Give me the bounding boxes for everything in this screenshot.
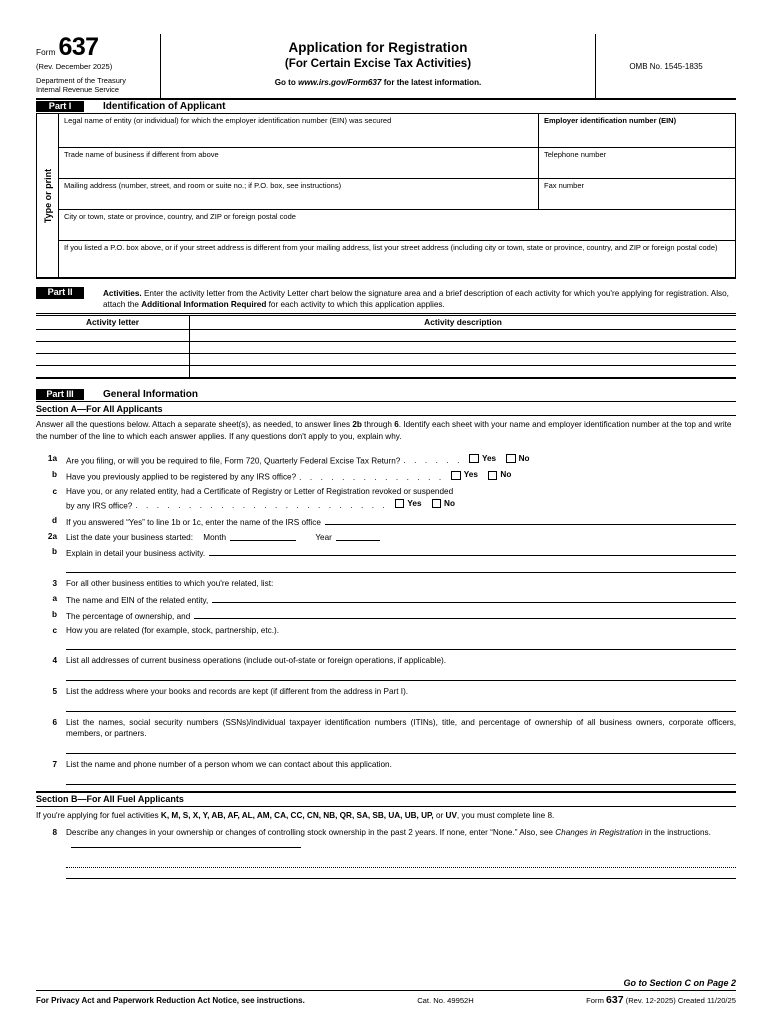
question-1c [36,486,736,512]
table-row [59,179,735,210]
question-text-line2 [66,498,736,512]
question-number: c [52,625,57,635]
question-number: 4 [52,656,57,666]
question-text: If you answered “Yes” to line 1b or 1c, enter the name of the IRS office [66,517,321,527]
question-row [66,546,736,560]
table-row[interactable] [36,330,736,342]
yes-option [469,453,496,465]
privacy-act-notice: For Privacy Act and Paperwork Reduction Act Notice, see instructions. [36,996,305,1005]
activity-letter-cell[interactable] [36,342,190,353]
dot-leader: . . . . . . . . . . . . . . . . . . . . . . . . [135,501,388,511]
question-2a [36,531,736,544]
no-label: No [518,453,530,463]
question-number: b [51,546,57,556]
question-row [66,531,736,544]
activity-table [36,315,736,379]
table-row [59,241,735,277]
city-state-zip-field[interactable]: City or town, state or province, country, and ZIP or foreign postal code [64,212,296,221]
section-a-instructions [36,416,736,443]
activities-strong: Activities. [103,288,142,298]
part-1-banner [36,100,736,114]
secb-text-2: or [433,810,446,820]
question-row [66,593,736,607]
type-or-print-label: Type or print [42,168,53,223]
footer-form-identifier [586,994,736,1006]
question-text: List the name and phone number of a person whom we can contact about this application. [66,760,392,770]
checkbox-no[interactable] [506,454,516,464]
question-text: Are you filing, or will you be required to file, Form 720, Quarterly Federal Excise Tax Return? [66,456,401,466]
answer-rule[interactable] [66,711,736,712]
part-2-text-1: Enter the activity letter from the Activity Letter chart below the signature area and a brief description of each activity for which you're applying for registration. Also, attach the [103,288,729,310]
intro-line-2b: 2b [352,420,362,430]
intro-text-3: . Identify each sheet with your name and employer identification number at the top and write the number of the line to which each answer applies. If any questions don't apply to you, explain why. [36,420,732,441]
column-header-activity-description: Activity description [424,317,502,328]
question-1a [36,453,736,467]
section-b-heading: Section B—For All Fuel Applicants [36,791,736,807]
table-row [59,114,735,148]
page-title: Application for Registration [288,40,468,55]
question-text: For all other business entities to which you're related, list: [66,579,274,589]
table-row [59,210,735,241]
intro-text-1: Answer all the questions below. Attach a separate sheet(s), as needed, to answer lines [36,420,353,430]
no-label: No [500,470,512,480]
fuel-activity-letters-last: UV [445,810,457,820]
no-option [506,453,529,465]
question-text-cont: in the instructions. [642,827,711,837]
secb-text-1: If you're applying for fuel activities [36,810,161,820]
question-text-cont: by any IRS office? [66,501,133,511]
question-number: 7 [52,760,57,770]
street-address-field[interactable]: If you listed a P.O. box above, or if your street address is different from your mailing address, list your street address (including city or town, state or province, country, and ZIP or foreign postal code) [64,243,718,252]
footer-revision: (Rev. 12-2025) Created 11/20/25 [625,996,736,1005]
question-row [66,609,736,623]
question-text: List the names, social security numbers (SSNs)/individual taxpayer identification numbers (ITINs), title, and percentage of ownership of all business owners, corporate officers, members, or partners. [66,717,736,739]
telephone-field[interactable]: Telephone number [538,148,735,178]
irs-office-input[interactable] [325,515,736,525]
irs-url[interactable]: www.irs.gov/Form637 [298,78,382,87]
page-subtitle: (For Certain Excise Tax Activities) [284,57,472,70]
dot-leader: . . . . . . [403,456,463,466]
footer-row [36,990,736,1006]
answer-rule[interactable] [66,680,736,681]
intro-text-2: through [361,420,395,430]
form-identifier [36,33,154,61]
department-irs: Internal Revenue Service [36,84,119,94]
activity-description-cell[interactable] [190,342,736,353]
yes-option [451,469,478,481]
answer-rule[interactable] [66,753,736,754]
question-number: d [51,515,57,525]
form-revision-date: (Rev. December 2025) [36,61,113,71]
question-text: The percentage of ownership, and [66,611,191,621]
question-7 [36,759,736,771]
yes-label: Yes [407,498,422,508]
question-row [66,486,736,512]
question-text: Have you previously applied to be registered by any IRS office? [66,473,297,483]
question-text: How you are related (for example, stock, partnership, etc.). [66,625,279,635]
part-2-banner [36,287,736,314]
section-a-heading: Section A—For All Applicants [36,402,736,416]
form-number: 637 [58,33,99,61]
question-row [66,827,736,851]
no-option [432,498,455,510]
trade-name-field[interactable]: Trade name of business if different from above [64,150,219,159]
goto-prefix: Go to [274,78,299,87]
question-number: 5 [52,687,57,697]
fuel-activity-letters: K, M, S, X, Y, AB, AF, AL, AM, CA, CC, CN, NB, QR, SA, SB, UA, UB, UP, [160,810,434,820]
checkbox-yes[interactable] [395,499,405,509]
footer-form-number: 637 [606,994,624,1006]
dot-leader: . . . . . . . . . . . . . . [299,473,445,483]
question-3a [36,593,736,607]
section-b-instructions [36,807,736,822]
question-text: Describe any changes in your ownership or changes of controlling stock ownership in the past 2 years. If none, enter “None.” Also, see [66,827,556,837]
activity-letter-cell[interactable] [36,330,190,341]
fax-field[interactable]: Fax number [538,179,735,209]
department-block [36,76,154,94]
column-header-activity-letter: Activity letter [36,316,190,329]
business-activity-input[interactable] [209,546,736,556]
form-header [36,34,736,100]
header-left-block [36,34,161,98]
question-number: 8 [52,827,57,837]
yes-label: Yes [463,470,478,480]
form-footer [36,978,736,1006]
answer-rule[interactable] [66,878,736,879]
catalog-number: Cat. No. 49952H [417,996,474,1005]
part-2-tag: Part II [36,287,84,299]
question-text: The name and EIN of the related entity, [66,595,209,605]
activity-description-cell[interactable] [190,330,736,341]
part-3-title: General Information [103,389,199,401]
omb-number: OMB No. 1545-1835 [595,34,736,98]
question-1d [36,515,736,529]
no-label: No [444,498,455,508]
month-label: Month [203,532,227,542]
question-row [66,453,736,467]
question-number: 3 [52,579,57,589]
part-1-rows [59,114,735,277]
activity-letter-cell[interactable] [36,366,190,377]
question-number: b [51,609,57,619]
question-text: List the date your business started: [66,532,193,542]
question-8 [36,827,736,851]
question-3c [36,625,736,637]
question-number: b [51,470,57,480]
month-input[interactable] [230,531,296,541]
part-1-table [36,114,736,279]
question-6 [36,717,736,740]
question-number: c [52,487,57,497]
checkbox-no[interactable] [488,471,498,481]
year-label: Year [315,532,332,542]
answer-rule[interactable] [66,784,736,785]
no-option [488,469,511,481]
checkbox-yes[interactable] [451,471,461,481]
question-text: Have you, or any related entity, had a Certificate of Registry or Letter of Registration revoked or suspended [66,487,454,497]
question-row [66,515,736,529]
related-entity-input[interactable] [212,593,736,603]
part-2-instructions [103,287,736,311]
activity-description-cell[interactable] [190,354,736,365]
question-number: 6 [52,717,57,727]
goto-website-line [161,78,595,87]
footer-form-word: Form [586,996,604,1005]
table-row[interactable] [36,366,736,377]
yes-label: Yes [481,453,497,463]
question-5 [36,686,736,698]
checkbox-yes[interactable] [469,454,479,464]
question-number: 2a [47,531,57,541]
intro-line-6: 6 [394,420,399,430]
question-number: 1a [47,453,57,463]
answer-rule[interactable] [66,572,736,573]
activity-table-header [36,316,736,330]
question-text: List the address where your books and records are kept (if different from the address in Part I). [66,687,409,697]
question-text: Explain in detail your business activity. [66,548,206,558]
header-title-block [161,34,595,98]
question-4 [36,655,736,667]
table-row[interactable] [36,342,736,354]
table-row [59,148,735,179]
ownership-percentage-input[interactable] [194,609,736,619]
question-2b [36,546,736,560]
question-number: a [52,593,57,603]
part-1-title: Identification of Applicant [103,101,226,112]
question-1b [36,469,736,483]
year-input[interactable] [336,531,380,541]
yes-option [395,498,422,510]
part-2-text-2: for each activity to which this application applies. [266,300,445,310]
changes-in-registration-italic: Changes in Registration [555,827,643,837]
go-to-section-c: Go to Section C on Page 2 [623,978,736,988]
ein-field[interactable]: Employer identification number (EIN) [538,114,735,147]
checkbox-no[interactable] [432,499,442,509]
answer-dotted-rule[interactable] [66,867,736,868]
department-treasury: Department of the Treasury [36,75,126,85]
question-3 [36,578,736,590]
question-row [66,469,736,483]
ownership-changes-input[interactable] [71,838,301,848]
goto-suffix: for the latest information. [381,78,482,87]
part-3-banner [36,388,736,402]
type-or-print-sidebar [37,114,59,277]
answer-rule[interactable] [66,649,736,650]
part-1-tag: Part I [36,101,84,113]
question-text: List all addresses of current business operations (include out-of-state or foreign operations, if applicable). [66,656,447,666]
activity-letter-cell[interactable] [36,354,190,365]
secb-text-3: , you must complete line 8. [456,810,555,820]
question-3b [36,609,736,623]
activity-description-cell[interactable] [190,366,736,377]
table-row[interactable] [36,354,736,366]
mailing-address-field[interactable]: Mailing address (number, street, and room or suite no.; if P.O. box, see instructions) [64,181,342,190]
legal-name-field[interactable]: Legal name of entity (or individual) for which the employer identification number (EIN) was secured [64,116,392,125]
form-word-label: Form [36,48,56,57]
part-3-tag: Part III [36,389,84,401]
additional-info-strong: Additional Information Required [141,300,267,310]
